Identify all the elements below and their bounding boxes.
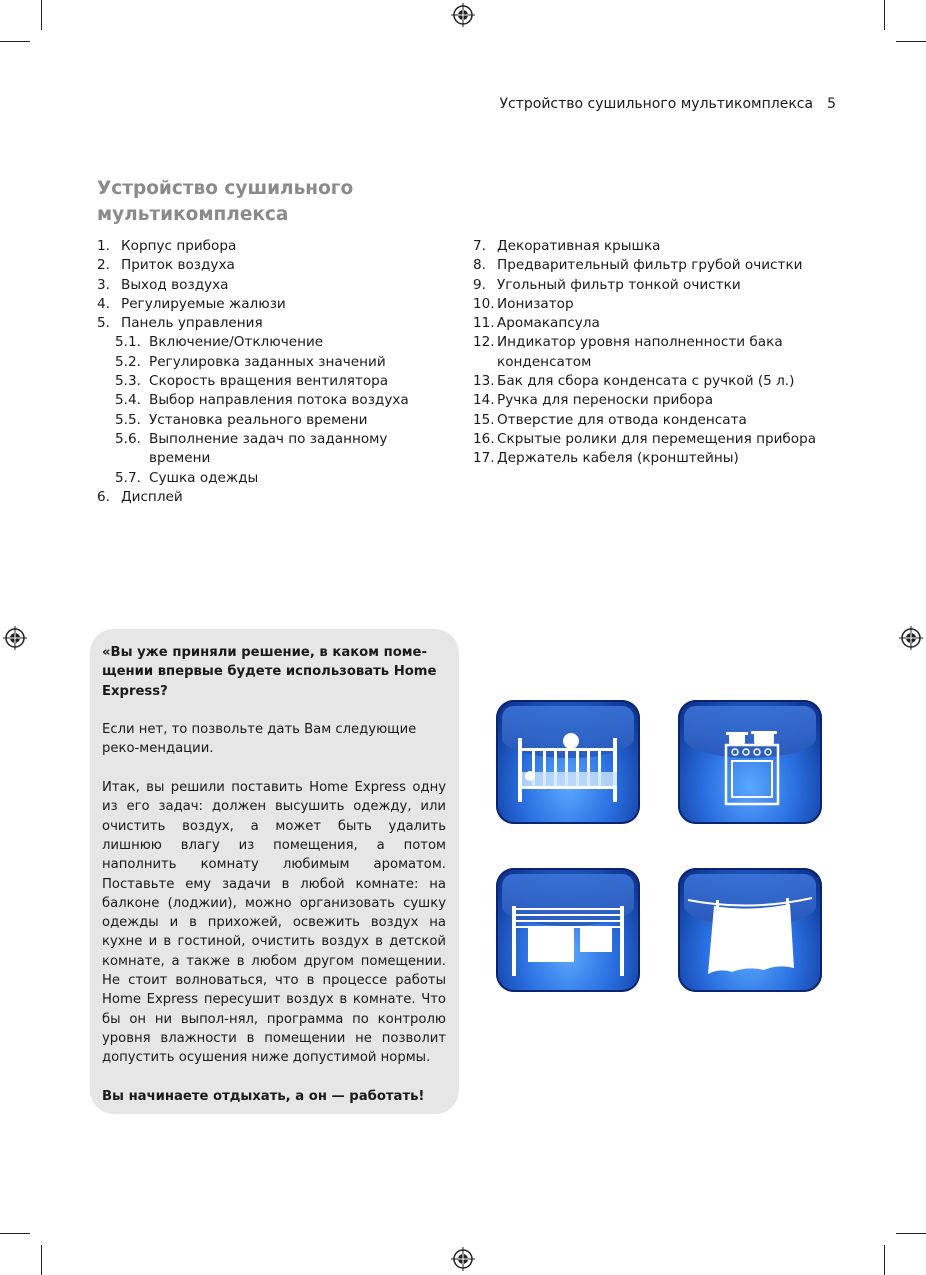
list-item-text: Ионизатор	[497, 295, 574, 312]
list-item	[97, 333, 457, 352]
list-item	[473, 372, 833, 391]
list-item-number: 5.5.	[115, 411, 141, 428]
crop-mark	[0, 1233, 30, 1234]
running-header	[500, 96, 837, 112]
crop-mark	[41, 0, 42, 30]
list-item	[97, 430, 457, 449]
crib-icon	[496, 700, 640, 824]
callout-paragraph: Итак, вы решили поставить Home Express одну из его задач: должен высушить одежду, или очистить воздух, а может быть удалить лишнюю влагу из помещения, а потом наполнить комнату любимым ароматом. Поставьте ему задачи в любой комнате: на балконе (лоджии), можно организовать сушку одежды и в прихожей, освежить воздух на кухне и в гостиной, очистить воздух в детской комнате, а также в любом другом помещении. Не стоит волноваться, что в процессе работы Home Express пересушит воздух в комнате. Что бы он ни выпол-нял, программа по контролю уровня влажности в помещении не позволит допустить осушения ниже допустимой нормы.	[102, 780, 446, 1066]
list-item-number: 5.3.	[115, 373, 141, 390]
list-item-text: Предварительный фильтр грубой очистки	[497, 257, 803, 274]
list-item-text: Угольный фильтр тонкой очистки	[497, 276, 741, 293]
crop-mark	[896, 41, 926, 42]
list-item-text: Регулировка заданных значений	[149, 353, 386, 370]
list-item-text: Индикатор уровня наполненности бака	[497, 334, 783, 351]
list-item-number: 5.7.	[115, 469, 141, 486]
list-item-text: Скорость вращения вентилятора	[149, 373, 389, 390]
list-item-text: Установка реального времени	[149, 411, 368, 428]
list-item	[97, 372, 457, 391]
list-item	[473, 295, 833, 314]
list-item	[473, 333, 833, 352]
list-item-text: Включение/Отключение	[149, 334, 324, 351]
list-item-text: Скрытые ролики для перемещения прибора	[497, 430, 817, 447]
list-item	[473, 430, 833, 449]
list-item	[473, 353, 833, 372]
list-item	[97, 488, 457, 507]
crop-mark	[896, 1233, 926, 1234]
running-title: Устройство сушильного мультикомплекса	[499, 96, 814, 112]
callout-paragraph: Если нет, то позвольте дать Вам следующие реко-мендации.	[102, 722, 417, 757]
page-number: 5	[827, 96, 836, 112]
clothes-rack-icon	[496, 868, 640, 992]
list-item-number: 9.	[473, 276, 486, 293]
list-item	[473, 276, 833, 295]
list-item-number: 5.6.	[115, 430, 141, 447]
list-item-number: 3.	[97, 276, 110, 293]
parts-list-left	[97, 237, 457, 507]
list-item-text: Приток воздуха	[121, 257, 235, 274]
list-item-number: 11.	[473, 315, 495, 332]
list-item	[473, 256, 833, 275]
list-item-number: 5.4.	[115, 392, 141, 409]
list-item-number: 1.	[97, 238, 110, 254]
list-item-number: 4.	[97, 295, 110, 312]
list-item-number: 17.	[473, 450, 495, 467]
list-item	[473, 411, 833, 430]
list-item	[473, 237, 833, 256]
list-item-text: Регулируемые жалюзи	[121, 295, 286, 312]
list-item-number: 12.	[473, 334, 495, 351]
list-item-text: Ручка для переноски прибора	[497, 392, 714, 409]
list-item-text: Выход воздуха	[121, 276, 229, 293]
list-item-text: Корпус прибора	[121, 238, 237, 254]
section-title: Устройство сушильного мультикомплекса	[97, 178, 354, 225]
list-item-number: 14.	[473, 392, 495, 409]
clothesline-icon	[678, 868, 822, 992]
list-item	[97, 237, 457, 256]
registration-mark-icon	[3, 626, 27, 650]
list-item-number: 13.	[473, 373, 495, 390]
list-item-number: 5.2.	[115, 353, 141, 370]
list-item	[97, 314, 457, 333]
list-item-text: Аромакапсула	[497, 315, 600, 332]
list-item-text: Декоративная крышка	[497, 238, 661, 254]
crop-mark	[884, 1245, 885, 1275]
list-item-number: 5.	[97, 315, 110, 332]
stove-icon	[678, 700, 822, 824]
list-item	[97, 411, 457, 430]
list-item	[97, 256, 457, 275]
callout-question: «Вы уже приняли решение, в каком поме-щении впервые будете использовать Home Express?	[102, 645, 437, 699]
list-item-number: 8.	[473, 257, 486, 274]
list-item-text: Выбор направления потока воздуха	[149, 392, 409, 409]
list-item	[473, 449, 833, 468]
parts-list-right	[473, 237, 833, 469]
list-item-number: 16.	[473, 430, 495, 447]
list-item-text: Бак для сбора конденсата с ручкой (5 л.)	[497, 373, 795, 390]
list-item-text: времени	[149, 450, 211, 467]
list-item-text: Панель управления	[121, 315, 263, 332]
registration-mark-icon	[451, 3, 475, 27]
crop-mark	[0, 41, 30, 42]
registration-mark-icon	[899, 626, 923, 650]
list-item-text: Выполнение задач по заданному	[149, 430, 388, 447]
list-item-text: Отверстие для отвода конденсата	[497, 411, 747, 428]
list-item	[97, 295, 457, 314]
callout-closing: Вы начинаете отдыхать, а он — работать!	[102, 1088, 425, 1104]
list-item-text: Сушка одежды	[149, 469, 259, 486]
list-item	[473, 314, 833, 333]
list-item-text: Дисплей	[121, 488, 183, 505]
list-item-number: 7.	[473, 238, 486, 254]
list-item	[97, 469, 457, 488]
list-item-number: 10.	[473, 295, 495, 312]
list-item-text: конденсатом	[497, 353, 592, 370]
list-item	[97, 276, 457, 295]
registration-mark-icon	[451, 1247, 475, 1271]
crop-mark	[41, 1245, 42, 1275]
recommendation-callout	[90, 629, 459, 1114]
list-item-number: 2.	[97, 257, 110, 274]
crop-mark	[884, 0, 885, 30]
list-item-number: 6.	[97, 488, 110, 505]
list-item-text: Держатель кабеля (кронштейны)	[497, 450, 739, 467]
list-item	[97, 391, 457, 410]
list-item	[97, 449, 457, 468]
list-item-number: 15.	[473, 411, 495, 428]
list-item	[473, 391, 833, 410]
list-item	[97, 353, 457, 372]
list-item-number: 5.1.	[115, 334, 141, 351]
